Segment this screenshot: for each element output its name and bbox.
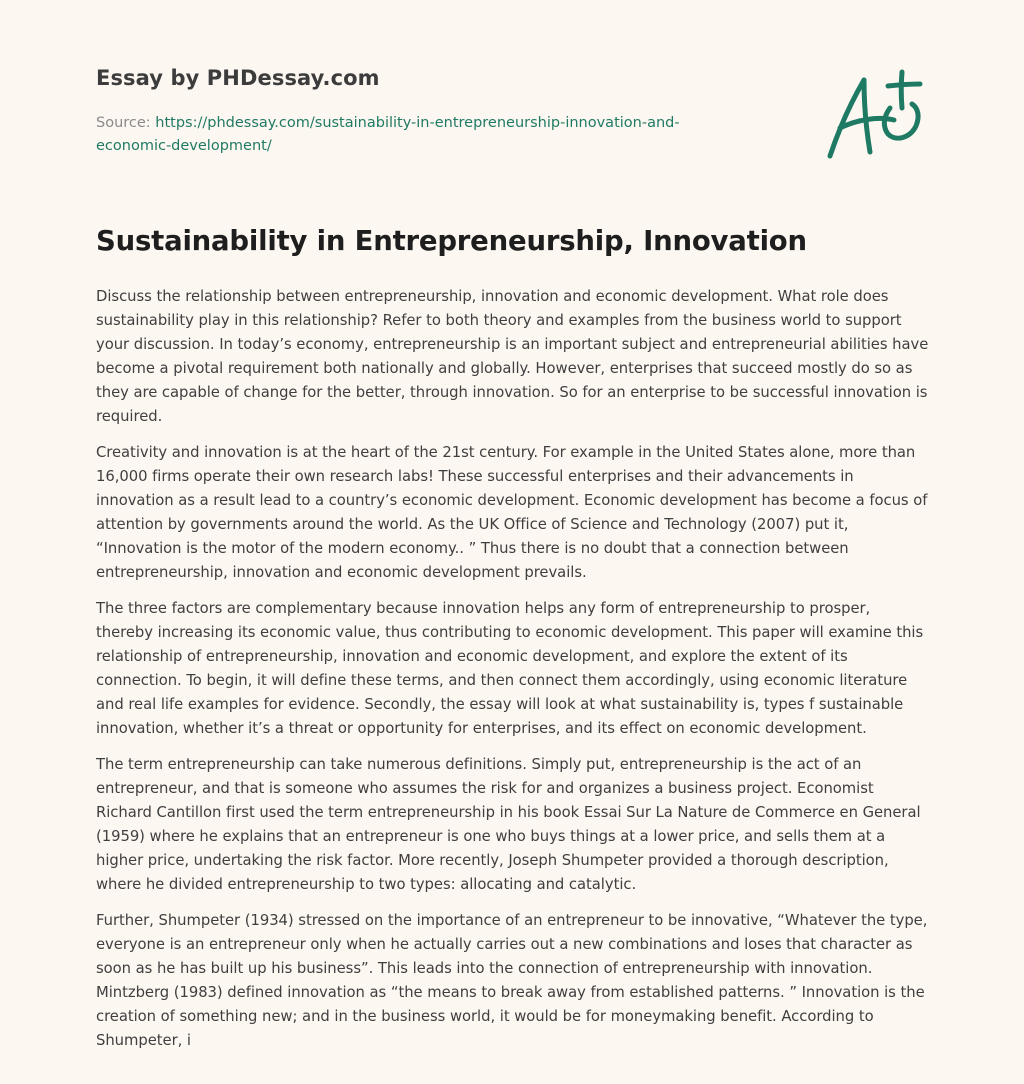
essay-paragraph: The three factors are complementary because innovation helps any form of entrepreneurship to prosper, thereby increasing its economic value, thus contributing to economic development. This paper will examine this relationship of entrepreneurship, innovation and economic development, and explore the extent of its connection. To begin, it will define these terms, and then connect them accordingly, using economic literature and real life examples for evidence. Secondly, the essay will look at what sustainability is, types f sustainable innovation, whether it’s a threat or opportunity for enterprises, and its effect on economic development. <box>96 600 924 737</box>
essay-paragraph: Creativity and innovation is at the heart of the 21st century. For example in the United States alone, more than 16,000 firms operate their own research labs! These successful enterprises and their advancements in innovation as a result lead to a country’s economic development. Economic development has become a focus of attention by governments around the world. As the UK Office of Science and Technology (2007) put it, “Innovation is the motor of the modern economy.. ” Thus there is no doubt that a connection between entrepreneurship, innovation and economic development prevails. <box>96 444 928 581</box>
essay-paragraph: The term entrepreneurship can take numerous definitions. Simply put, entrepreneurship is the act of an entrepreneur, and that is someone who assumes the risk for and organizes a business project. Economist Richard Cantillon first used the term entrepreneurship in his book Essai Sur La Nature de Commerce en General (1959) where he explains that an entrepreneur is one who buys things at a lower price, and sells them at a higher price, undertaking the risk factor. More recently, Joseph Shumpeter provided a thorough description, where he divided entrepreneurship to two types: allocating and catalytic. <box>96 756 921 893</box>
source-link[interactable]: https://phdessay.com/sustainability-in-entrepreneurship-innovation-and-economic-development/ <box>96 115 680 154</box>
site-brand: Essay by PHDessay.com <box>96 66 380 90</box>
essay-paragraph: Discuss the relationship between entrepreneurship, innovation and economic development. What role does sustainability play in this relationship? Refer to both theory and examples from the business world to support your discussion. In today’s economy, entrepreneurship is an important subject and entrepreneurial abilities have become a pivotal requirement both nationally and globally. However, enterprises that succeed mostly do so as they are capable of change for the better, through innovation. So for an enterprise to be successful innovation is required. <box>96 288 929 425</box>
source-line <box>96 112 736 158</box>
essay-paragraph: Further, Shumpeter (1934) stressed on the importance of an entrepreneur to be innovative, “Whatever the type, everyone is an entrepreneur only when he actually carries out a new combinations and loses that character as soon as he has built up his business”. This leads into the connection of entrepreneurship with innovation. Mintzberg (1983) defined innovation as “the means to break away from established patterns. ” Innovation is the creation of something new; and in the business world, it would be for moneymaking benefit. According to Shumpeter, i <box>96 912 928 1049</box>
source-label: Source: <box>96 115 151 131</box>
a-plus-logo-icon <box>824 68 928 164</box>
essay-body <box>96 285 930 1065</box>
essay-title: Sustainability in Entrepreneurship, Innovation <box>96 225 807 257</box>
